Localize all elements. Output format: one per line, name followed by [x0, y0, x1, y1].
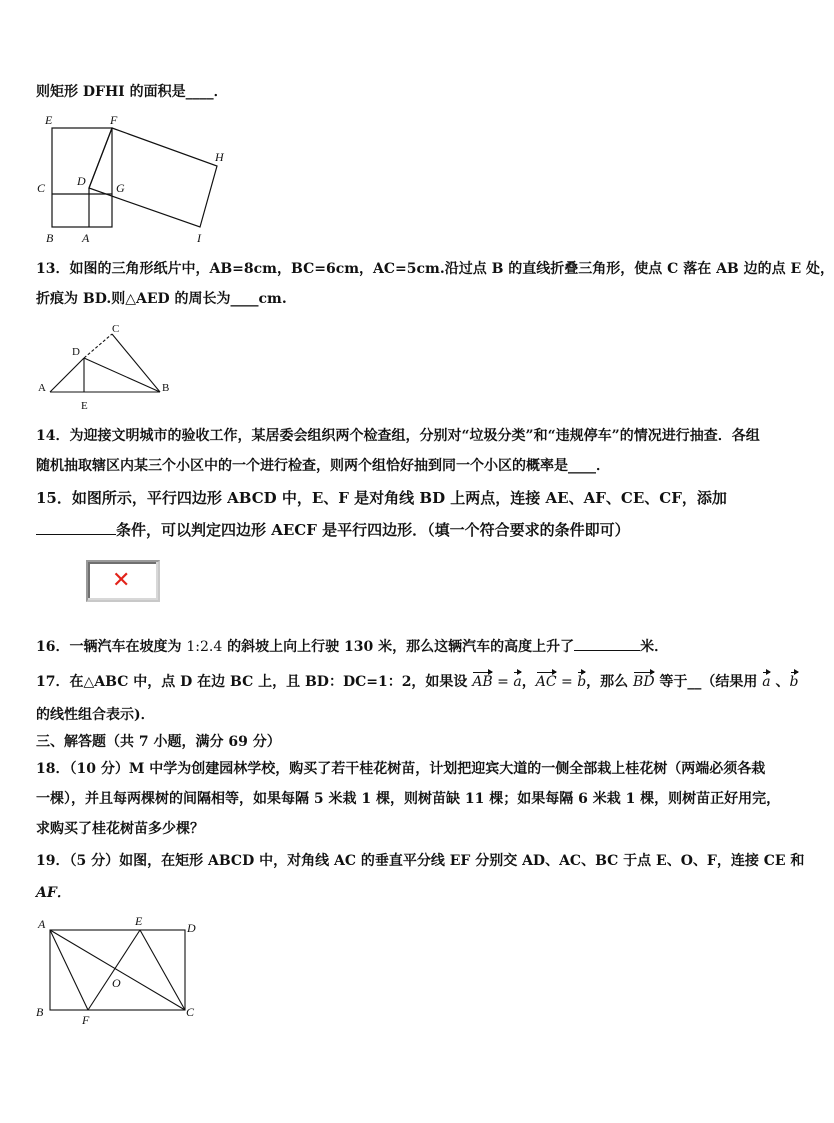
- q16-text-after: 的斜坡上向上行驶 130 米，那么这辆汽车的高度上升了: [222, 639, 575, 655]
- label-e: E: [81, 400, 88, 412]
- q16-text-end: 米．: [640, 639, 669, 655]
- label-a: A: [38, 382, 46, 394]
- q15-line-1: 15．如图所示，平行四边形 ABCD 中，E、F 是对角线 BD 上两点，连接 AE、AF、CE、CF，添加: [36, 489, 727, 507]
- label-a: A: [82, 231, 90, 245]
- q18-line-1: 18．（10 分）M 中学为创建园林学校，购买了若干桂花树苗，计划把迎宾大道的一侧全部栽上桂花树（两端必须各栽: [36, 761, 766, 777]
- label-a: A: [38, 917, 46, 931]
- vector-ab: AB: [472, 674, 493, 690]
- q19-line-2: AF．: [36, 885, 71, 901]
- q19-line-1: 19．（5 分）如图，在矩形 ABCD 中，对角线 AC 的垂直平分线 EF 分别交 AD、AC、BC 于点 E、O、F，连接 CE 和: [36, 853, 805, 869]
- label-f: F: [110, 113, 118, 127]
- q17-line-2: 的线性组合表示)．: [36, 707, 155, 723]
- label-d: D: [187, 921, 196, 935]
- q17-sep: 、: [770, 674, 790, 690]
- label-c: C: [112, 323, 120, 335]
- label-o: O: [112, 976, 121, 990]
- label-b: B: [46, 231, 54, 245]
- vector-bd: BD: [633, 674, 655, 690]
- label-c: C: [186, 1005, 195, 1019]
- label-b: B: [36, 1005, 44, 1019]
- label-d: D: [77, 174, 86, 188]
- vector-b-2: b: [789, 674, 799, 690]
- label-c: C: [37, 181, 46, 195]
- q18-line-2: 一棵），并且每两棵树的间隔相等，如果每隔 5 米栽 1 棵，则树苗缺 11 棵；如果每隔 6 米栽 1 棵，则树苗正好用完，: [36, 791, 781, 807]
- vector-a: a: [513, 674, 522, 690]
- q16-ratio: 1:2.4: [186, 639, 223, 655]
- q15-line-2-text: 条件，可以判定四边形 AECF 是平行四边形．（填一个符合要求的条件即可）: [116, 521, 630, 539]
- label-i: I: [197, 231, 201, 245]
- q14-line-1: 14．为迎接文明城市的验收工作，某居委会组织两个检查组，分别对“垃圾分类”和“违规停车”的情况进行抽查．各组: [36, 428, 760, 444]
- vector-a-2: a: [762, 674, 771, 690]
- q17-eq-b: =: [556, 674, 578, 690]
- q17-text-2: ，那么: [586, 674, 634, 690]
- label-e: E: [135, 914, 143, 928]
- label-g: G: [116, 181, 125, 195]
- q18-line-3: 求购买了桂花树苗多少棵？: [36, 821, 204, 837]
- q17-comma: ，: [521, 674, 536, 690]
- q12-answer-line: 则矩形 DFHI 的面积是____．: [36, 84, 228, 100]
- label-e: E: [45, 113, 53, 127]
- label-f: F: [82, 1013, 90, 1027]
- q17-text-3: 等于__（结果用: [654, 674, 763, 690]
- vector-b: b: [577, 674, 587, 690]
- q17-eq-a: =: [492, 674, 514, 690]
- q17-text-1: 17．在△ABC 中，点 D 在边 BC 上，且 BD：DC=1：2，如果设: [36, 674, 473, 690]
- label-b: B: [162, 382, 170, 394]
- vector-ac: AC: [535, 674, 557, 690]
- q16-text-before: 16．一辆汽车在坡度为: [36, 639, 187, 655]
- label-h: H: [215, 150, 224, 164]
- red-x-icon: ✕: [112, 568, 131, 593]
- q13-line-2: 折痕为 BD.则△AED 的周长为____cm.: [36, 291, 287, 307]
- section-3-heading: 三、解答题（共 7 小题，满分 69 分）: [36, 734, 281, 750]
- q13-line-1: 13．如图的三角形纸片中，AB=8cm，BC=6cm，AC=5cm.沿过点 B 的直线折叠三角形，使点 C 落在 AB 边的点 E 处，: [36, 261, 834, 277]
- q14-line-2: 随机抽取辖区内某三个小区中的一个进行检查，则两个组恰好抽到同一个小区的概率是____．: [36, 458, 610, 474]
- label-d: D: [72, 346, 80, 358]
